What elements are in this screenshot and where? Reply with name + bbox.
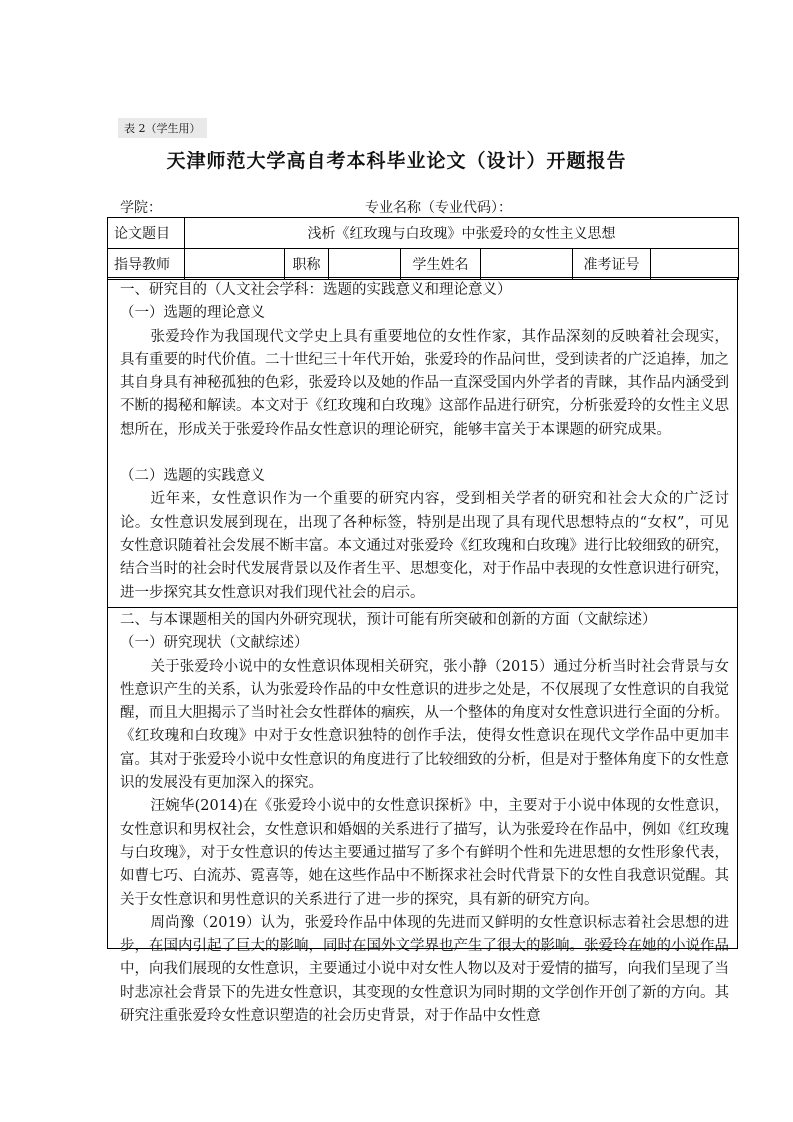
subsection-heading: （一）研究现状（文献综述）	[120, 635, 309, 652]
advisor-value	[185, 249, 285, 280]
table-row-people	[108, 249, 739, 280]
paragraph: 关于张爱玲小说中的女性意识体现相关研究，张小静（2015）通过分析当时社会背景与女性意识产生的关系，认为张爱玲作品的中女性意识的进步之处是，不仅展现了女性意识的自我觉醒，而且大胆揭示了当时社会女性群体的痼疾，从一个整体的角度对女性意识进行全面的分析。《红玫瑰和白玫瑰》中对于女性意识独特的创作手法，使得女性意识在现代文学作品中更加丰富。其对于张爱玲小说中女性意识的角度进行了比较细致的分析，但是对于整体角度下的女性意识的发展没有更加深入的探究。	[120, 658, 729, 792]
spacer	[120, 442, 729, 465]
exam-no-label: 准考证号	[573, 249, 651, 280]
form-tag: 表 2（学生用）	[118, 118, 207, 138]
section-literature-review	[107, 607, 738, 1025]
info-table	[107, 217, 739, 280]
section-heading: 二、与本课题相关的国内外研究现状，预计可能有所突破和创新的方面（文献综述）	[120, 612, 657, 628]
section-research-purpose	[107, 277, 738, 608]
student-value	[481, 249, 573, 280]
advisor-label: 指导教师	[108, 249, 185, 280]
paragraph: 周尚豫（2019）认为，张爱玲作品中体现的先进而又鲜明的女性意识标志着社会思想的进步，在国内引起了巨大的影响，同时在国外文学界也产生了很大的影响。张爱玲在她的小说作品中，向我们展现的女性意识，主要通过小说中对女性人物以及对于爱情的描写，向我们呈现了当时悲凉社会背景下的先进女性意识，其变现的女性意识为同时期的文学创作开创了新的方向。其研究注重张爱玲女性意识塑造的社会历史背景，对于作品中女性意	[120, 914, 729, 1025]
student-label: 学生姓名	[401, 249, 481, 280]
major-label: 专业名称（专业代码）：	[365, 200, 512, 216]
paragraph: 张爱玲作为我国现代文学史上具有重要地位的女性作家，其作品深刻的反映着社会现实，具有重要的时代价值。二十世纪三十年代开始，张爱玲的作品问世，受到读者的广泛追捧，加之其自身具有神秘孤独的色彩，张爱玲以及她的作品一直深受国内外学者的青睐，其作品内涵受到不断的揭秘和解读。本文对于《红玫瑰和白玫瑰》这部作品进行研究，分析张爱玲的女性主义思想所在，形成关于张爱玲作品女性意识的理论研究，能够丰富关于本课题的研究成果。	[120, 328, 729, 438]
rank-value	[329, 249, 401, 280]
paragraph: 近年来，女性意识作为一个重要的研究内容，受到相关学者的研究和社会大众的广泛讨论。女性意识发展到现在，出现了各种标签，特别是出现了具有现代思想特点的“女权”，可见女性意识随着社会发展不断丰富。本文通过对张爱玲《红玫瑰和白玫瑰》进行比较细致的研究，结合当时的社会时代发展背景以及作者生平、思想变化，对于作品中表现的女性意识进行研究，进一步探究其女性意识对我们现代社会的启示。	[120, 491, 729, 601]
page-title: 天津师范大学高自考本科毕业论文（设计）开题报告	[166, 150, 627, 172]
subsection-heading: （二）选题的实践意义	[120, 468, 265, 485]
paragraph: 汪婉华(2014)在《张爱玲小说中的女性意识探析》中，主要对于小说中体现的女性意识，女性意识和男权社会，女性意识和婚姻的关系进行了描写，认为张爱玲在作品中，例如《红玫瑰与白玫瑰》，对于女性意识的传达主要通过描写了多个有鲜明个性和先进思想的女性形象代表，如曹七巧、白流苏、霓喜等，她在这些作品中不断探求社会时代背景下的女性自我意识觉醒。其关于女性意识和男性意识的关系进行了进一步的探究，具有新的研究方向。	[120, 798, 729, 908]
topic-label: 论文题目	[108, 218, 185, 249]
table-row-topic	[108, 218, 739, 249]
college-label: 学院：	[120, 200, 162, 216]
section-heading: 一、研究目的（人文社会学科：选题的实践意义和理论意义）	[120, 282, 512, 298]
subsection-heading: （一）选题的理论意义	[120, 305, 265, 322]
topic-value: 浅析《红玫瑰与白玫瑰》中张爱玲的女性主义思想	[185, 218, 739, 249]
rank-label: 职称	[285, 249, 329, 280]
exam-no-value	[651, 249, 739, 280]
